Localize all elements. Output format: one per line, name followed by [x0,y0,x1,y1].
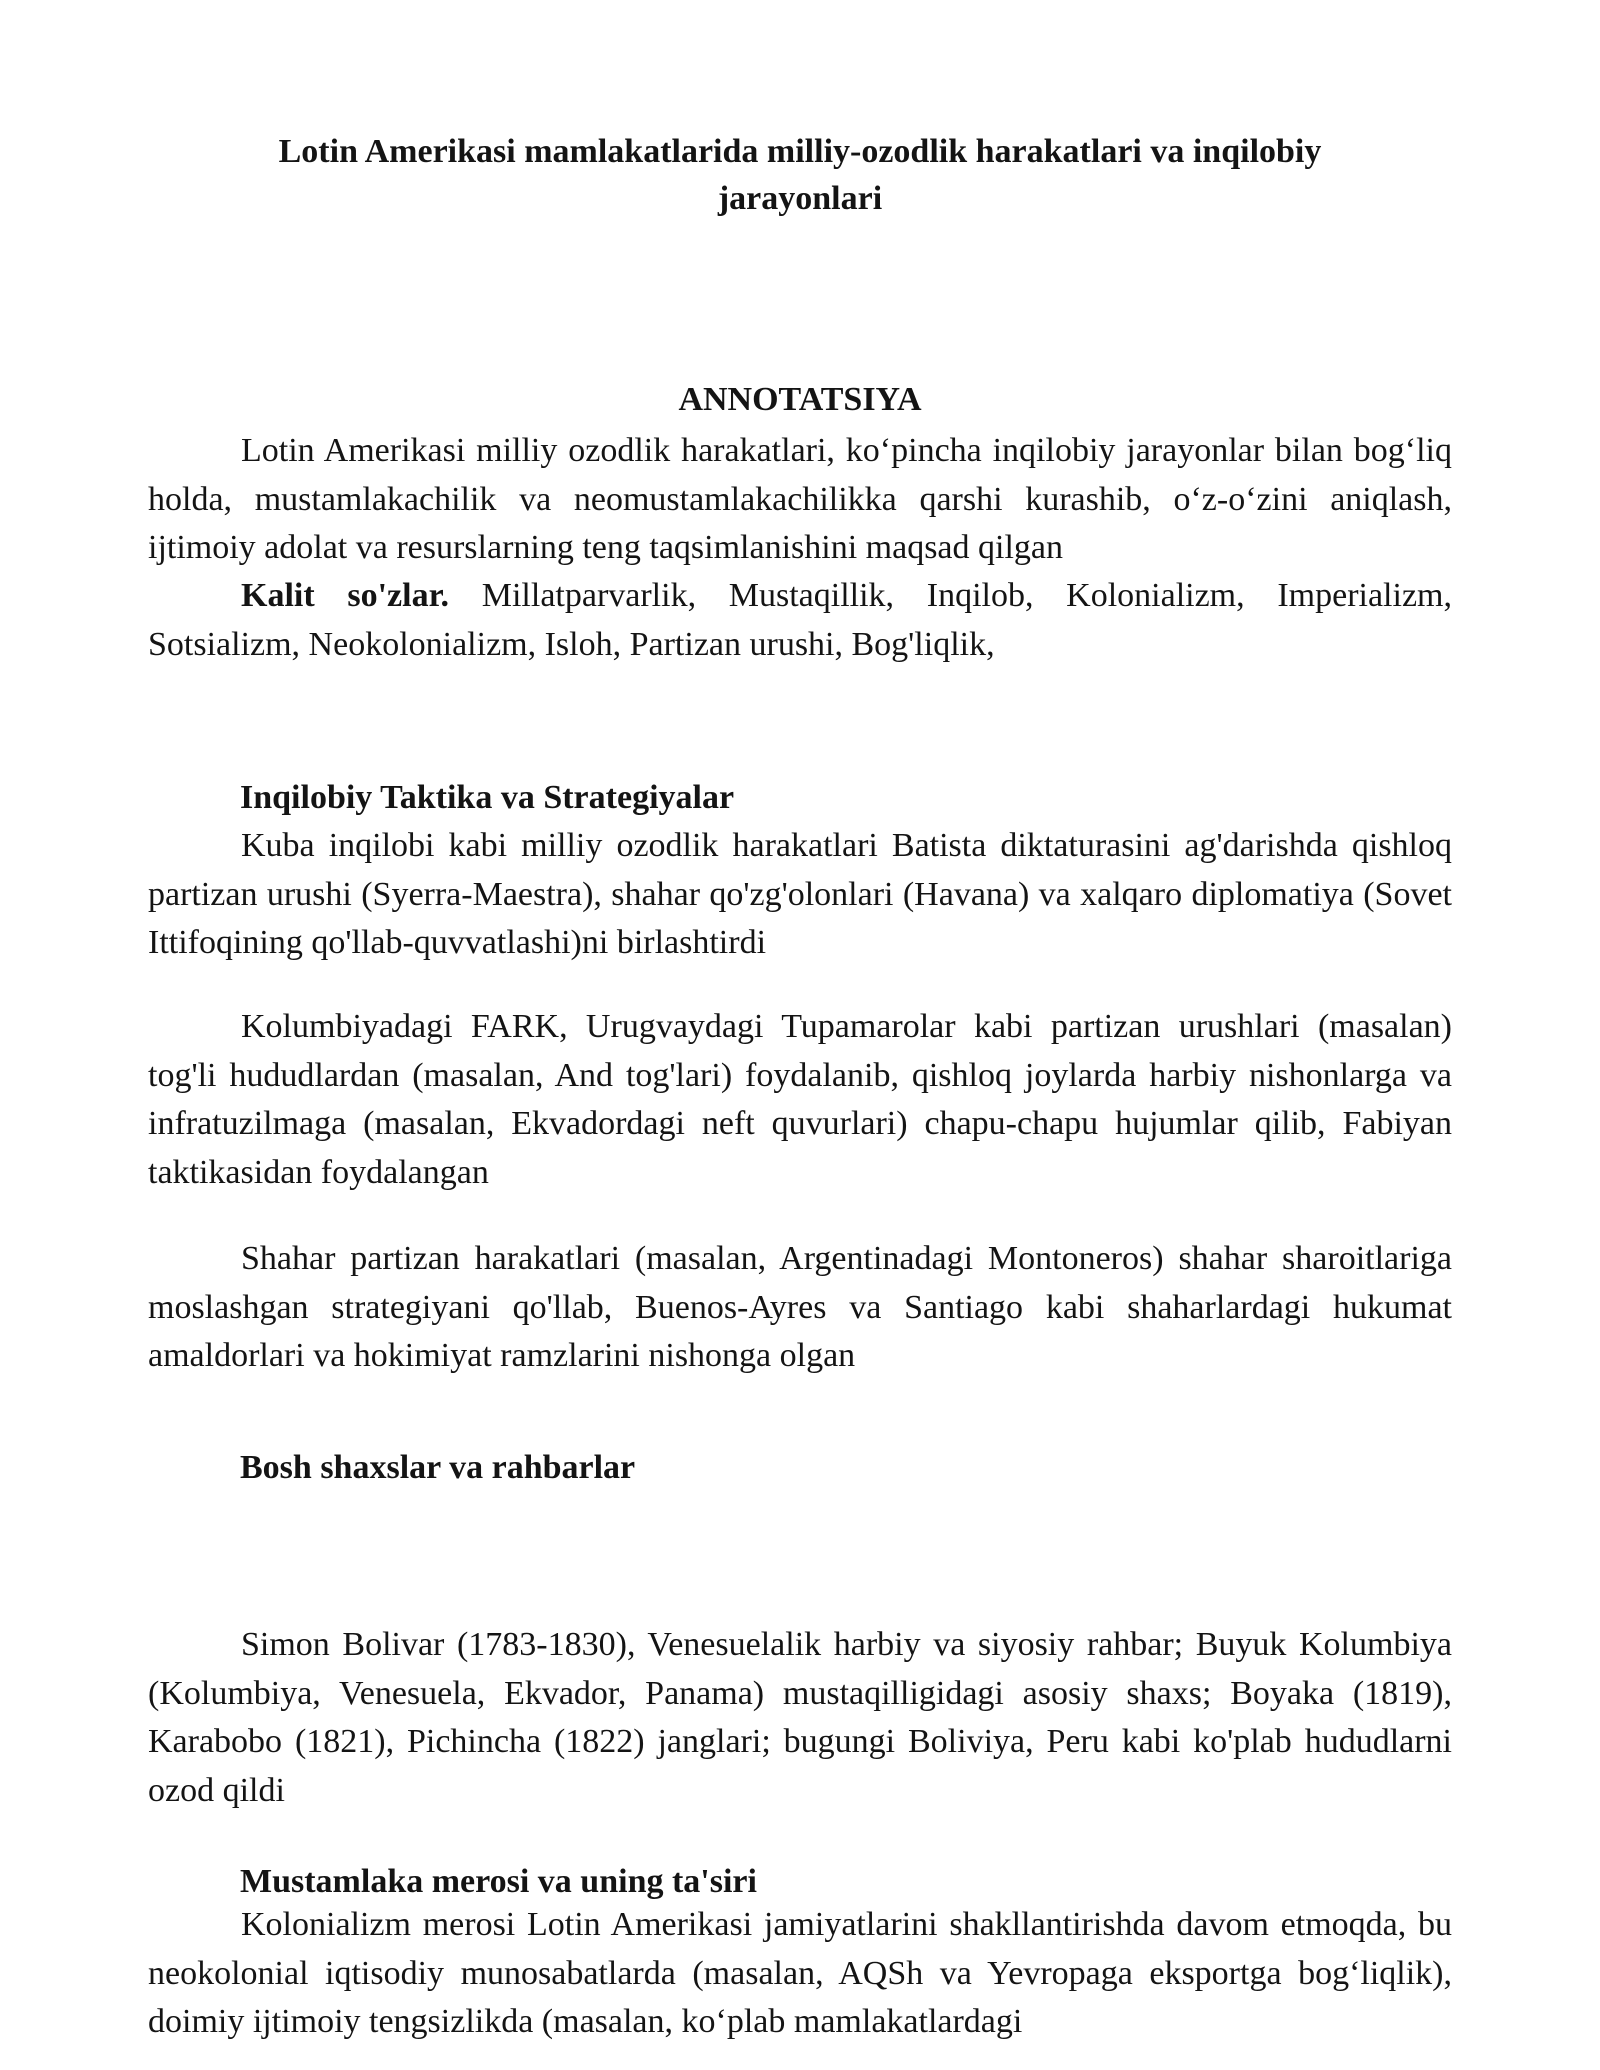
keywords-paragraph [148,572,1452,669]
section-heading-colonial-legacy: Mustamlaka merosi va uning ta'siri [240,1863,757,1900]
paragraph-simon-bolivar: Simon Bolivar (1783-1830), Venesuelalik harbiy va siyosiy rahbar; Buyuk Kolumbiya (Kolumbiya, Venesuela, Ekvador, Panama) mustaqilligidagi asosiy shaxs; Boyaka (1819), Karabobo (1821), Pichincha (1822) janglari; bugungi Boliviya, Peru kabi ko'plab hududlarni ozod qildi [148,1626,1452,1809]
paragraph-colonial-legacy: Kolonializm merosi Lotin Amerikasi jamiyatlarini shakllantirishda davom etmoqda, bu neokolonial iqtisodiy munosabatlarda (masalan, AQSh va Yevropaga eksportga bog‘liqlik), doimiy ijtimoiy tengsizlikda (masalan, ko‘plab mamlakatlardagi [148,1906,1452,2040]
section-heading-tactics: Inqilobiy Taktika va Strategiyalar [240,779,735,816]
paragraph-cuba-revolution: Kuba inqilobi kabi milliy ozodlik harakatlari Batista diktaturasini ag'darishda qishloq partizan urushi (Syerra-Maestra), shahar qo'zg'olonlari (Havana) va xalqaro diplomatiya (Sovet Ittifoqining qo'llab-quvvatlashi)ni birlashtirdi [148,827,1452,961]
section-heading-leaders: Bosh shaxslar va rahbarlar [240,1449,636,1486]
paragraph-urban-guerrilla: Shahar partizan harakatlari (masalan, Argentinadagi Montoneros) shahar sharoitlariga moslashgan strategiyani qo'llab, Buenos-Ayres va Santiago kabi shaharlardagi hukumat amaldorlari va hokimiyat ramzlarini nishonga olgan [148,1240,1452,1374]
keywords-label: Kalit so'zlar. [241,577,450,614]
annotation-heading: ANNOTATSIYA [678,381,922,418]
keywords-text: Millatparvarlik, Mustaqillik, Inqilob, Kolonializm, Imperializm, Sotsializm, Neokolonializm, Isloh, Partizan urushi, Bog'liqlik, [148,577,1452,663]
annotation-paragraph: Lotin Amerikasi milliy ozodlik harakatlari, ko‘pincha inqilobiy jarayonlar bilan bog‘liq holda, mustamlakachilik va neomustamlakachilikka qarshi kurashib, o‘z-o‘zini aniqlash, ijtimoiy adolat va resurslarning teng taqsimlanishini maqsad qilgan [148,432,1452,566]
paragraph-guerrilla-wars: Kolumbiyadagi FARK, Urugvaydagi Tupamarolar kabi partizan urushlari (masalan) tog'li hududlardan (masalan, And tog'lari) foydalanib, qishloq joylarda harbiy nishonlarga va infratuzilmaga (masalan, Ekvadordagi neft quvurlari) chapu-chapu hujumlar qilib, Fabiyan taktikasidan foydalangan [148,1008,1452,1191]
document-title: Lotin Amerikasi mamlakatlarida milliy-ozodlik harakatlari va inqilobiy jarayonlari [278,133,1322,217]
